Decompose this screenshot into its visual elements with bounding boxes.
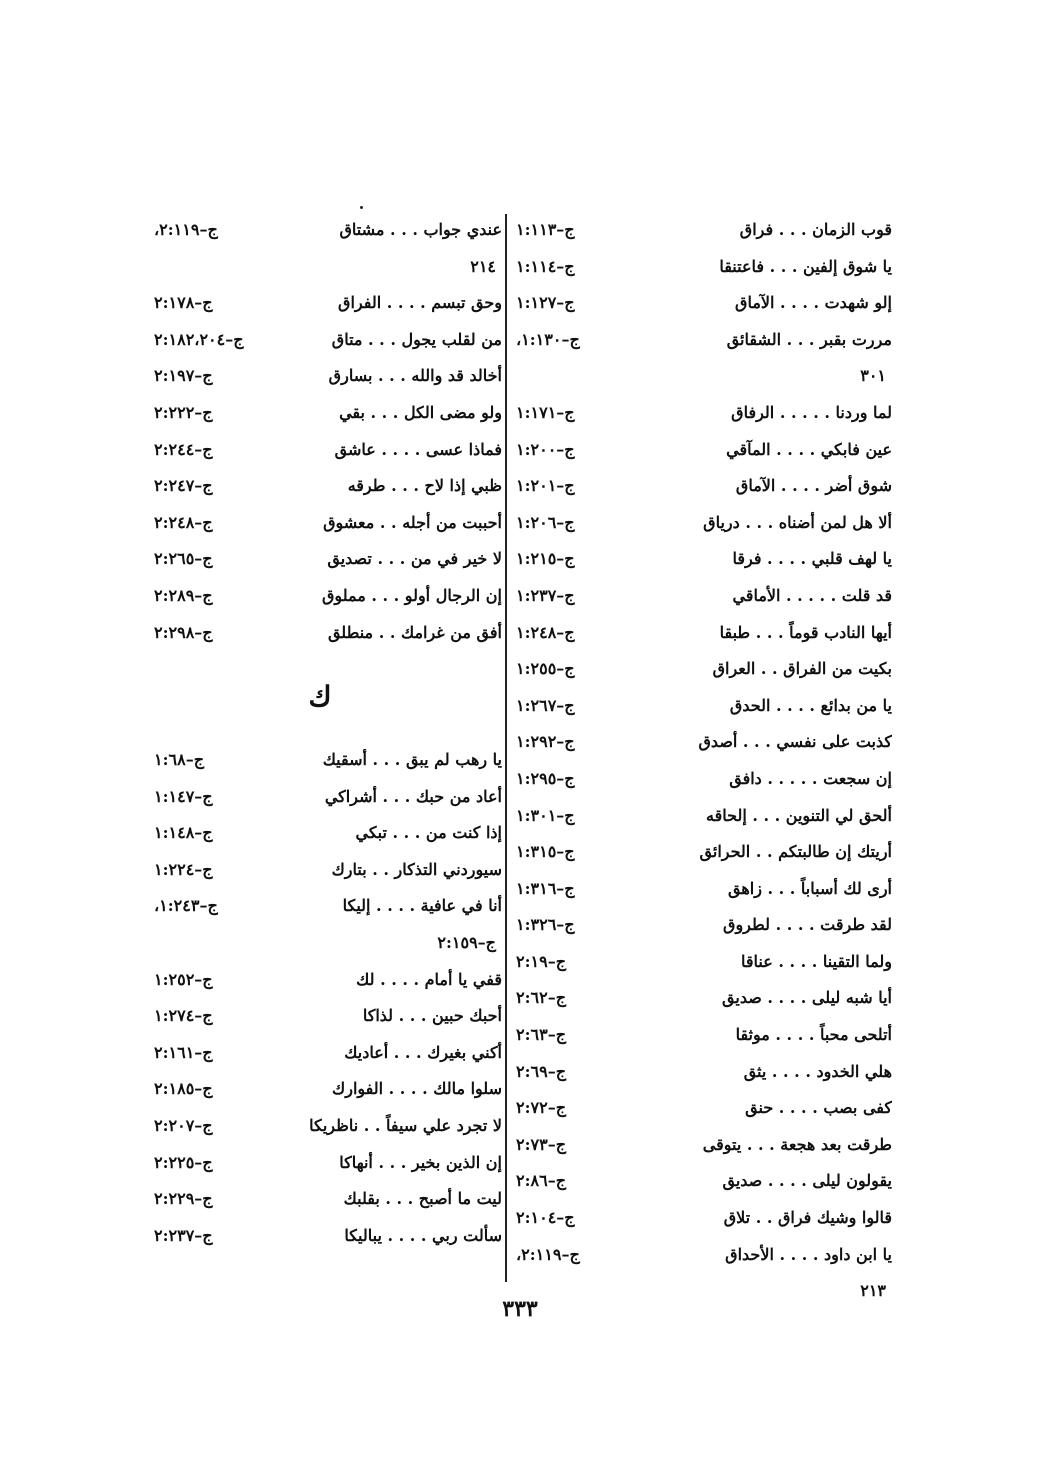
verse-text: عندي جواب . . . مشتاق — [339, 220, 502, 239]
index-entry — [150, 1181, 502, 1218]
index-entry — [150, 615, 502, 652]
volume-page-ref: ج–١:٢٣٧ — [516, 585, 575, 605]
volume-page-ref: ج–٢:١٥٩ — [437, 932, 496, 952]
volume-page-ref: ٢١٤ — [470, 256, 496, 276]
index-entry — [512, 834, 892, 871]
index-entry — [512, 505, 892, 542]
verse-text: مررت بقبر . . . الشقائق — [726, 329, 892, 349]
verse-text: أفق من غرامك . . منطلق — [327, 622, 502, 642]
volume-page-ref: ٣٠١ — [860, 366, 886, 386]
index-entry — [512, 468, 892, 505]
index-entry — [150, 1035, 502, 1072]
verse-text: قفي يا أمام . . . . لك — [356, 969, 502, 989]
verse-text: فماذا عسى . . . . عاشق — [334, 439, 502, 459]
index-entry — [512, 432, 892, 469]
index-entry — [150, 432, 502, 469]
verse-text: طرقت بعد هجعة . . . يتوقى — [702, 1134, 892, 1154]
index-entry — [512, 615, 892, 652]
volume-page-ref: ج–٢:٦٣ — [516, 1025, 567, 1045]
volume-page-ref: ج–٢:١٩ — [516, 951, 567, 971]
volume-page-ref: ج–٢:٦٢ — [516, 988, 567, 1008]
index-entry — [512, 1090, 892, 1127]
volume-page-ref: ج–١:١٣٠، — [516, 329, 580, 349]
verse-text: أرى لك أسباباً . . . زاهق — [727, 878, 892, 898]
volume-page-ref: ج–١:٢١٥ — [516, 549, 575, 569]
index-entry — [512, 1127, 892, 1164]
verse-text: كذبت على نفسي . . . أصدق — [698, 732, 892, 752]
volume-page-ref: ج–١:٢٩٥ — [516, 768, 575, 788]
volume-page-ref: ج–١:٣١٥ — [516, 842, 575, 862]
verse-text: هلي الخدود . . . . يثق — [743, 1061, 892, 1081]
left-column-top — [150, 212, 502, 651]
index-entry — [512, 761, 892, 798]
volume-page-ref: ج–١:٢٥٥ — [516, 659, 575, 679]
volume-page-ref: ج–٢:٧٣ — [516, 1134, 567, 1154]
verse-text: سألت ربي . . . . يباليكا — [344, 1225, 502, 1245]
volume-page-ref: ج–٢:١١٩، — [154, 220, 218, 239]
index-entry — [512, 212, 892, 249]
volume-page-ref: ج–٢:٢٣٧ — [154, 1225, 213, 1245]
verse-text: وحق تبسم . . . . الفراق — [338, 293, 502, 313]
index-entry — [150, 358, 502, 395]
volume-page-ref: ج–٢:٨٦ — [516, 1171, 567, 1191]
verse-text: يا ابن داود . . . . الأحداق — [725, 1244, 892, 1264]
volume-page-ref: ج–١:٣١٦ — [516, 878, 575, 898]
volume-page-ref: ج–٢:٢٨٩ — [154, 585, 213, 605]
column-divider — [505, 214, 507, 1282]
volume-page-ref: ج–١:٦٨ — [154, 750, 205, 769]
volume-page-ref: ج–١:٢٧٤ — [154, 1006, 213, 1026]
index-entry — [150, 578, 502, 615]
volume-page-ref: ج–٢:١٠٤ — [516, 1208, 575, 1228]
verse-text: إن الذين بخير . . . أنهاكا — [339, 1152, 502, 1172]
volume-page-ref: ج–١:١١٤ — [516, 256, 575, 276]
right-column — [512, 212, 892, 1310]
volume-page-ref: ج–١:٢٩٢ — [516, 732, 575, 752]
verse-text: عين فابكي . . . . المآقي — [726, 439, 892, 459]
verse-text: شوق أضر . . . . الآماق — [735, 476, 892, 496]
index-entry — [150, 1108, 502, 1145]
index-entry — [512, 322, 892, 359]
volume-page-ref: ج–٢:١٩٧ — [154, 366, 213, 386]
volume-page-ref: ج–٢:٦٩ — [516, 1061, 567, 1081]
verse-text: أيها النادب قوماً . . . طبقا — [719, 622, 892, 642]
verse-text: ظبي إذا لاح . . . طرقه — [347, 476, 502, 496]
volume-page-ref: ج–٢:٢٤٤ — [154, 439, 213, 459]
verse-text: قالوا وشيك فراق . . تلاق — [723, 1208, 892, 1228]
index-entry — [150, 998, 502, 1035]
index-entry — [150, 1218, 502, 1255]
volume-page-ref: ج–١:١٢٧ — [516, 293, 575, 313]
index-entry — [150, 249, 502, 286]
verse-text: يا لهف قلبي . . . . فرقا — [732, 549, 892, 569]
volume-page-ref: ج–٢:٧٢ — [516, 1098, 567, 1118]
index-entry — [150, 285, 502, 322]
verse-text: يا شوق إلفين . . . فاعتنقا — [719, 256, 892, 276]
verse-text: إن سجعت . . . . . دافق — [729, 768, 892, 788]
volume-page-ref: ج–١:٣٢٦ — [516, 915, 575, 935]
verse-text: ولو مضى الكل . . . بقي — [339, 402, 502, 422]
index-entry — [512, 1237, 892, 1274]
verse-text: سلوا مالك . . . . الفوارك — [332, 1079, 502, 1099]
volume-page-ref: ج–٢:٢٩٨ — [154, 622, 213, 642]
volume-page-ref: ج–١:٢٤٨ — [516, 622, 575, 642]
index-entry — [512, 1200, 892, 1237]
volume-page-ref: ج–٢:٢٤٨ — [154, 512, 213, 532]
index-entry — [512, 285, 892, 322]
verse-text: أيا شبه ليلى . . . . صديق — [722, 988, 892, 1008]
volume-page-ref: ج–١:٢٠٦ — [516, 512, 575, 532]
index-entry — [150, 468, 502, 505]
index-entry — [150, 742, 502, 779]
index-entry — [512, 688, 892, 725]
verse-text: يا من بدائع . . . . الحدق — [729, 695, 892, 715]
verse-text: قوب الزمان . . . فراق — [739, 220, 892, 239]
verse-text: أنا في عافية . . . . إليكا — [342, 896, 502, 916]
verse-text: لا تجرد علي سيفاً . . ناظريكا — [309, 1115, 502, 1135]
volume-page-ref: ج–١:١٤٧ — [154, 786, 213, 806]
verse-text: ولما التقينا . . . . عناقا — [741, 951, 892, 971]
index-entry — [150, 779, 502, 816]
index-entry — [150, 1145, 502, 1182]
volume-page-ref: ج–٢:١١٩، — [516, 1244, 580, 1264]
verse-text: أعاد من حبك . . . أشراكي — [324, 786, 502, 806]
index-entry — [150, 322, 502, 359]
verse-text: ألحق لي التنوين . . . إلحاقه — [706, 805, 892, 825]
index-entry — [512, 798, 892, 835]
verse-text: أحبك حبين . . . لذاكا — [362, 1006, 502, 1026]
verse-text: لما وردنا . . . . . الرفاق — [731, 402, 892, 422]
verse-text: قد قلت . . . . . الأماقي — [732, 585, 892, 605]
index-entry — [150, 925, 502, 962]
index-entry — [150, 395, 502, 432]
verse-text: يقولون ليلى . . . . صديق — [722, 1171, 892, 1191]
index-entry — [150, 852, 502, 889]
verse-text: كفى بصب . . . . حنق — [745, 1098, 892, 1118]
index-entry — [150, 505, 502, 542]
index-entry — [512, 358, 892, 395]
index-entry — [512, 1054, 892, 1091]
section-letter-heading: ك — [308, 680, 332, 713]
index-entry — [512, 578, 892, 615]
verse-text: إذا كنت من . . . تبكي — [355, 823, 502, 843]
verse-text: أتلحى محباً . . . . موثقا — [735, 1025, 892, 1045]
index-entry — [512, 395, 892, 432]
verse-text: لا خير في من . . . تصديق — [327, 549, 502, 569]
index-entry — [150, 1071, 502, 1108]
verse-text: أريتك إن طالبتكم . . الحرائق — [699, 842, 892, 862]
index-entry — [512, 871, 892, 908]
index-entry — [512, 651, 892, 688]
index-entry — [512, 980, 892, 1017]
volume-page-ref: ج–١:٢٥٢ — [154, 969, 213, 989]
index-entry — [150, 888, 502, 925]
index-entry — [512, 249, 892, 286]
volume-page-ref: ج–٢:٢٦٥ — [154, 549, 213, 569]
index-entry — [512, 1163, 892, 1200]
volume-page-ref: ج–٢:٢٢٩ — [154, 1189, 213, 1209]
volume-page-ref: ٢١٣ — [860, 1281, 886, 1301]
verse-text: سيوردني التذكار . . بتارك — [331, 859, 502, 879]
volume-page-ref: ج–١:١٧١ — [516, 402, 575, 422]
verse-text: ألا هل لمن أضناه . . . درياق — [703, 512, 892, 532]
index-entry — [512, 907, 892, 944]
index-entry — [512, 724, 892, 761]
verse-text: يا رهب لم يبق . . . أسقيك — [322, 750, 502, 769]
volume-page-ref: ج–٢:١٨٢،٢٠٤ — [154, 329, 244, 349]
verse-text: إلو شهدت . . . . الآماق — [735, 293, 892, 313]
page-number: ٣٣٣ — [502, 1296, 538, 1322]
volume-page-ref: ج–٢:١٦١ — [154, 1042, 213, 1062]
volume-page-ref: ج–٢:١٨٥ — [154, 1079, 213, 1099]
volume-page-ref: ج–٢:١٧٨ — [154, 293, 213, 313]
volume-page-ref: ج–١:١٤٨ — [154, 823, 213, 843]
volume-page-ref: ج–١:٣٠١ — [516, 805, 575, 825]
index-entry — [150, 541, 502, 578]
verse-text: بكيت من الفراق . . العراق — [712, 659, 892, 679]
verse-text: أحببت من أجله . . معشوق — [323, 512, 502, 532]
verse-text: أخالد قد والله . . . بسارق — [328, 366, 502, 386]
volume-page-ref: ج–٢:٢٢٥ — [154, 1152, 213, 1172]
volume-page-ref: ج–٢:٢٠٧ — [154, 1115, 213, 1135]
index-entry — [512, 1017, 892, 1054]
verse-text: من لقلب يجول . . . متاق — [331, 329, 502, 349]
ink-dot — [360, 206, 363, 209]
verse-text: إن الرجال أولو . . . مملوق — [322, 585, 502, 605]
verse-text: ليت ما أصبح . . . بقلبك — [343, 1189, 502, 1209]
volume-page-ref: ج–١:١١٣ — [516, 220, 575, 239]
volume-page-ref: ج–٢:٢٤٧ — [154, 476, 213, 496]
volume-page-ref: ج–١:٢٠٠ — [516, 439, 575, 459]
index-entry — [150, 212, 502, 249]
volume-page-ref: ج–١:٢٢٤ — [154, 859, 213, 879]
volume-page-ref: ج–٢:٢٢٢ — [154, 402, 213, 422]
verse-text: لقد طرقت . . . . لطروق — [723, 915, 892, 935]
verse-text: أكني بغيرك . . . أعاديك — [344, 1042, 502, 1062]
index-entry — [150, 815, 502, 852]
volume-page-ref: ج–١:٢٤٣، — [154, 896, 218, 916]
index-entry — [512, 944, 892, 981]
index-entry — [512, 541, 892, 578]
volume-page-ref: ج–١:٢٦٧ — [516, 695, 575, 715]
index-entry — [150, 962, 502, 999]
volume-page-ref: ج–١:٢٠١ — [516, 476, 575, 496]
left-column-bottom — [150, 742, 502, 1254]
